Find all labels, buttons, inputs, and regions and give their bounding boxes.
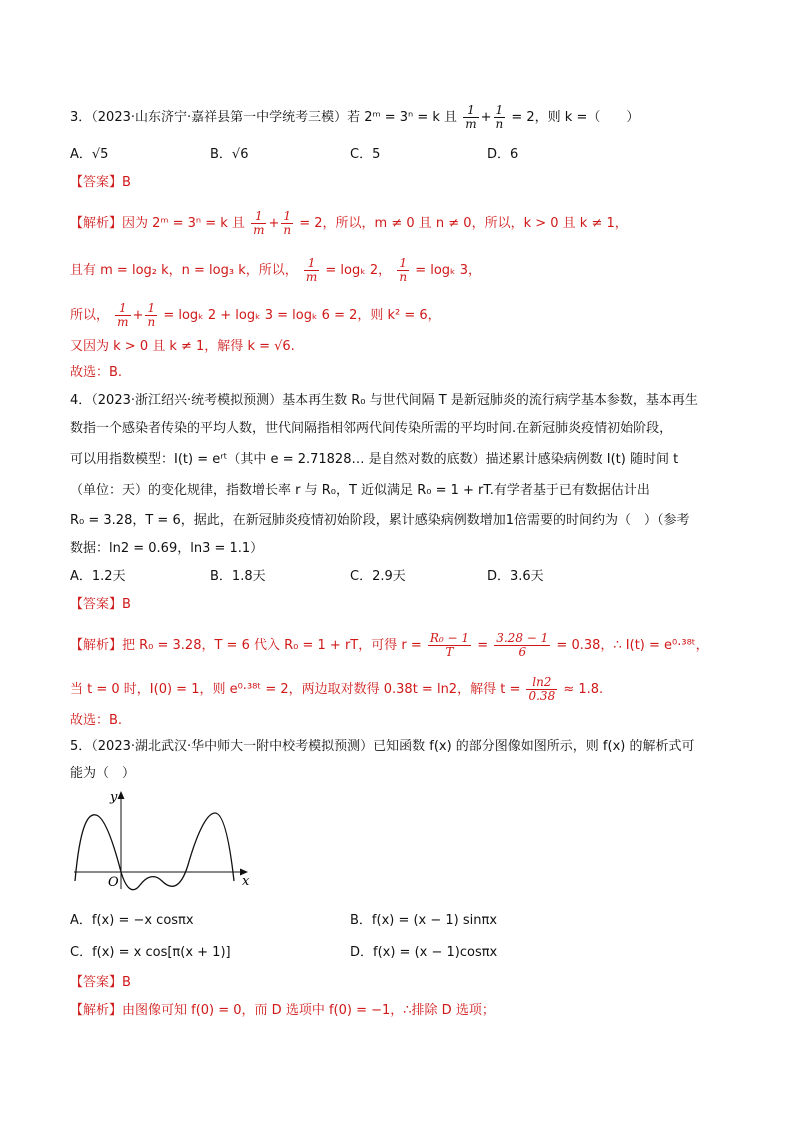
q3-stem: 3．（2023·山东济宁·嘉祥县第一中学统考三模）若 2ᵐ = 3ⁿ = k 且 $\frac{1}{m}$ + $\frac{1}{n}$ = 2，则 k =（ ） bbox=[70, 103, 640, 131]
q4-option-b: B．1.8天 bbox=[210, 569, 266, 584]
q4-choose: 故选：B. bbox=[70, 713, 123, 728]
q4-solution-line-2: 当 t = 0 时，I(0) = 1，则 e⁰·³⁸ᵗ = 2，两边取对数得 0.38t = ln2，解得 t = $\frac{\ln 2}{0.38}$ ≈ 1.8. bbox=[70, 675, 604, 703]
q4-stem-line-6: 数据：ln2 = 0.69，ln3 = 1.1） bbox=[70, 541, 264, 556]
q3-solution-line-3: 所以， $\frac{1}{m}$ + $\frac{1}{n}$ = logₖ 2 + logₖ 3 = logₖ 6 = 2，则 k² = 6， bbox=[70, 301, 441, 329]
function-curve bbox=[75, 813, 234, 890]
q5-option-a: A．f(x) = −x cosπx bbox=[70, 913, 194, 928]
q4-option-c: C．2.9天 bbox=[350, 569, 406, 584]
q3-solution-line-4: 又因为 k > 0 且 k ≠ 1，解得 k = √6. bbox=[70, 339, 295, 354]
q3-option-d: D．6 bbox=[487, 147, 519, 162]
q5-stem-line-1: 5．（2023·湖北武汉·华中师大一附中校考模拟预测）已知函数 f(x) 的部分图像如图所示，则 f(x) 的解析式可 bbox=[70, 739, 695, 754]
fraction-1-over-m: $\frac{1}{m}$ bbox=[465, 103, 477, 131]
q4-stem-line-3: 可以用指数模型：I(t) = eʳᵗ（其中 e = 2.71828… 是自然对数的底数）描述累计感染病例数 I(t) 随时间 t bbox=[70, 452, 679, 467]
x-axis-label: x bbox=[242, 874, 250, 889]
q3-solution-line-2: 且有 m = log₂ k，n = log₃ k，所以， $\frac{1}{m}$ = logₖ 2， $\frac{1}{n}$ = logₖ 3， bbox=[70, 256, 481, 284]
q4-answer: 【答案】B bbox=[70, 597, 131, 612]
fraction-1-over-n: $\frac{1}{n}$ bbox=[495, 103, 504, 131]
q5-option-c: C．f(x) = x cos[π(x + 1)] bbox=[70, 945, 231, 960]
q5-stem-line-2: 能为（ ） bbox=[70, 766, 136, 781]
q4-solution-line-1: 【解析】把 R₀ = 3.28，T = 6 代入 R₀ = 1 + rT，可得 r = $\frac{\text{R₀ − 1}}{T}$ = $\frac{3.28 - 1}{6}$ = 0.38，∴ I(t) = e⁰·³⁸ᵗ， bbox=[70, 631, 709, 659]
q3-option-b: B．√6 bbox=[210, 147, 249, 162]
q4-stem-line-4: （单位：天）的变化规律，指数增长率 r 与 R₀，T 近似满足 R₀ = 1 + rT.有学者基于已有数据估计出 bbox=[70, 483, 650, 498]
q4-option-a: A．1.2天 bbox=[70, 569, 126, 584]
q4-stem-line-1: 4．（2023·浙江绍兴·统考模拟预测）基本再生数 R₀ 与世代间隔 T 是新冠肺炎的流行病学基本参数，基本再生 bbox=[70, 393, 698, 408]
q3-answer: 【答案】B bbox=[70, 175, 131, 190]
y-axis-label: y bbox=[110, 790, 118, 805]
function-graph bbox=[70, 785, 255, 893]
q3-solution-line-1: 【解析】因为 2ᵐ = 3ⁿ = k 且 $\frac{1}{m}$ + $\frac{1}{n}$ = 2，所以，m ≠ 0 且 n ≠ 0，所以，k > 0 且 k ≠ 1， bbox=[70, 209, 628, 237]
q4-stem-line-5: R₀ = 3.28，T = 6，据此，在新冠肺炎疫情初始阶段，累计感染病例数增加1倍需要的时间约为（ ）（参考 bbox=[70, 513, 690, 528]
q5-option-d: D．f(x) = (x − 1)cosπx bbox=[350, 945, 498, 960]
q3-option-c: C．5 bbox=[350, 147, 381, 162]
y-axis-arrow bbox=[118, 791, 125, 799]
origin-label: O bbox=[108, 875, 119, 890]
q3-option-a: A．√5 bbox=[70, 147, 109, 162]
q5-option-b: B．f(x) = (x − 1) sinπx bbox=[350, 913, 498, 928]
q4-stem-line-2: 数指一个感染者传染的平均人数，世代间隔指相邻两代间传染所需的平均时间.在新冠肺炎疫情初始阶段， bbox=[70, 421, 673, 436]
q5-answer: 【答案】B bbox=[70, 975, 131, 990]
q3-choose: 故选：B. bbox=[70, 365, 123, 380]
q4-option-d: D．3.6天 bbox=[487, 569, 544, 584]
q5-solution-line-1: 【解析】由图像可知 f(0) = 0，而 D 选项中 f(0) = −1，∴排除 D 选项； bbox=[70, 1003, 495, 1018]
